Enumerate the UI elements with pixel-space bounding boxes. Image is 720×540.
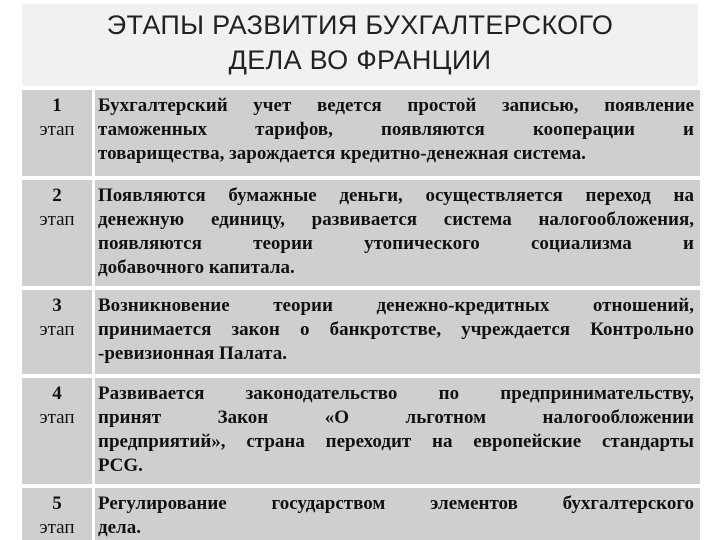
stage-description [98,378,694,478]
description-line: денежную единицу, развивается система налогообложения, [98,209,694,230]
description-line: появляются теории утопического социализма и [98,233,694,254]
stage-number: 1 [52,95,62,116]
description-line: Появляются бумажные деньги, осуществляется переход на [98,185,694,206]
table-row-stage-5 [22,488,700,540]
stage-label: этап [39,209,75,230]
stages-table [22,90,700,540]
page-title [22,8,698,78]
title-line-1: ЭТАПЫ РАЗВИТИЯ БУХГАЛТЕРСКОГО [106,10,614,40]
table-row-stage-3 [22,290,700,374]
stage-cell [22,290,92,342]
description-line: принят Закон «О льготном налогообложении [98,407,694,428]
description-line: таможенных тарифов, появляются кооперации и [98,119,694,140]
stage-cell [22,488,92,540]
title-line-2: ДЕЛА ВО ФРАНЦИИ [228,45,492,75]
description-line: предприятий», страна переходит на европейские стандарты [98,431,694,452]
stage-description [98,180,694,280]
stage-label: этап [39,517,75,538]
stage-number: 4 [52,383,62,404]
stage-number: 2 [52,185,62,206]
description-line: дела. [98,517,141,538]
description-line: Возникновение теории денежно-кредитных отношений, [98,295,694,316]
stage-label: этап [39,407,75,428]
stage-cell [22,378,92,430]
stage-description [98,488,694,540]
stage-label: этап [39,319,75,340]
column-divider [92,90,95,540]
description-line: Регулирование государством элементов бухгалтерского [98,493,694,514]
stage-number: 5 [52,493,62,514]
stage-description [98,90,694,166]
table-row-stage-4 [22,378,700,484]
stage-cell [22,90,92,142]
description-line: добавочного капитала. [98,257,295,278]
table-row-stage-1 [22,90,700,176]
description-line: товарищества, зарождается кредитно-денежная система. [98,143,586,164]
description-line: принимается закон о банкротстве, учреждается Контрольно [98,319,694,340]
description-line: Бухгалтерский учет ведется простой записью, появление [98,95,694,116]
description-line: -ревизионная Палата. [98,343,287,364]
stage-number: 3 [52,295,62,316]
description-line: Развивается законодательство по предпринимательству, [98,383,694,404]
stage-cell [22,180,92,232]
stage-label: этап [39,119,75,140]
table-row-stage-2 [22,180,700,286]
stage-description [98,290,694,366]
description-line: PCG. [98,455,143,476]
